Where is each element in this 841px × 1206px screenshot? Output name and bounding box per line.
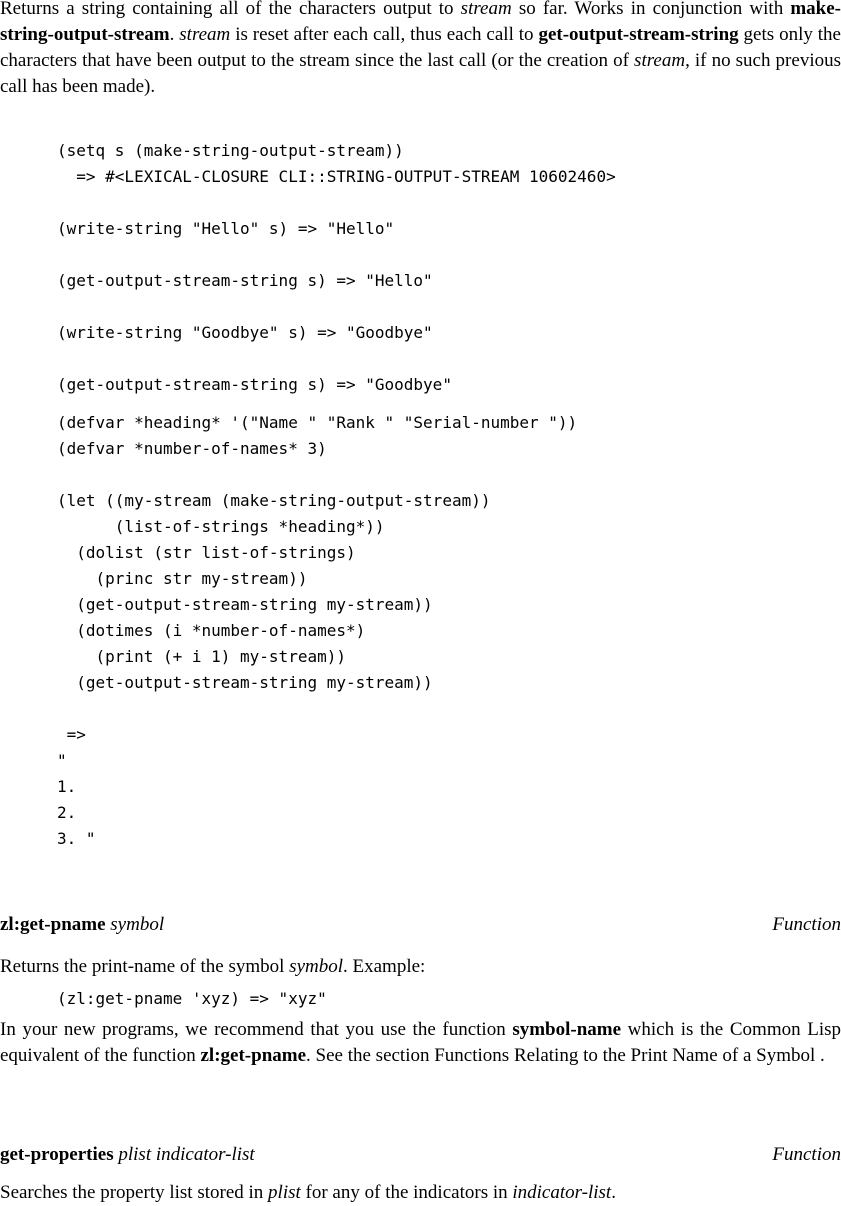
text-run: In your new programs, we recommend that you use the function (0, 1019, 513, 1040)
arg-indicator-list: indicator-list (512, 1182, 612, 1203)
text-run: . (169, 24, 180, 45)
get-pname-description (0, 954, 841, 980)
function-name: get-properties (0, 1144, 114, 1165)
intro-paragraph (0, 0, 841, 100)
arg-stream: stream (460, 0, 512, 19)
text-run: , if no such previous call has been made). (0, 50, 841, 97)
text-run: gets only the characters that have been output to the stream since the last call (or the creation of (0, 24, 841, 71)
text-run: Returns the print-name of the symbol (0, 956, 290, 977)
definition-header-get-properties (0, 1142, 841, 1168)
definition-header-get-pname (0, 912, 841, 938)
text-run: is reset after each call, thus each call to (230, 24, 539, 45)
function-ref-get-output-stream-string: get-output-stream-string (538, 24, 739, 45)
function-ref-zl-get-pname: zl:get-pname (200, 1045, 307, 1066)
get-pname-example: (zl:get-pname 'xyz) => "xyz" (57, 989, 327, 1008)
text-run: . See the section Functions Relating to the Print Name of a Symbol . (306, 1045, 825, 1066)
arg-plist: plist (268, 1182, 301, 1203)
code-example-1: (setq s (make-string-output-stream)) => #<LEXICAL-CLOSURE CLI::STRING-OUTPUT-STREAM 10602460> (write-string "Hello" s) => "Hello" (get-output-stream-string s) => "Hello" (write-string "Goodbye" s) => "Goodbye" (get-output-stream-string s) => "Goodbye" (57, 141, 616, 394)
get-properties-description (0, 1180, 841, 1206)
text-run: Searches the property list stored in (0, 1182, 269, 1203)
code-example-2: (defvar *heading* '("Name " "Rank " "Serial-number ")) (defvar *number-of-names* 3) (let ((my-stream (make-string-output-stream)) (list-of-strings *heading*)) (dolist (str list-of-strings) (princ str my-stream)) (get-output-stream-string my-stream)) (dotimes (i *number-of-names*) (print (+ i 1) my-stream)) (get-output-stream-string my-stream)) => " 1. 2. 3. " (57, 413, 578, 848)
text-run: which is the Common Lisp equivalent of the function (0, 1019, 841, 1066)
get-pname-recommendation (0, 1017, 841, 1069)
text-run: for any of the indicators in (300, 1182, 513, 1203)
text-run: Returns a string containing all of the characters output to (0, 0, 461, 19)
function-name: zl:get-pname (0, 914, 106, 935)
function-args: plist indicator-list (118, 1144, 255, 1165)
arg-stream: stream (179, 24, 231, 45)
text-run: so far. Works in conjunction with (511, 0, 791, 19)
text-run: . (611, 1182, 616, 1203)
text-run: . Example: (343, 956, 426, 977)
function-ref-make-string-output-stream: make-string-output-stream (0, 0, 841, 45)
arg-symbol: symbol (289, 956, 343, 977)
function-ref-symbol-name: symbol-name (512, 1019, 622, 1040)
arg-stream: stream (634, 50, 686, 71)
definition-kind: Function (772, 1144, 841, 1165)
function-args: symbol (110, 914, 165, 935)
definition-kind: Function (772, 914, 841, 935)
